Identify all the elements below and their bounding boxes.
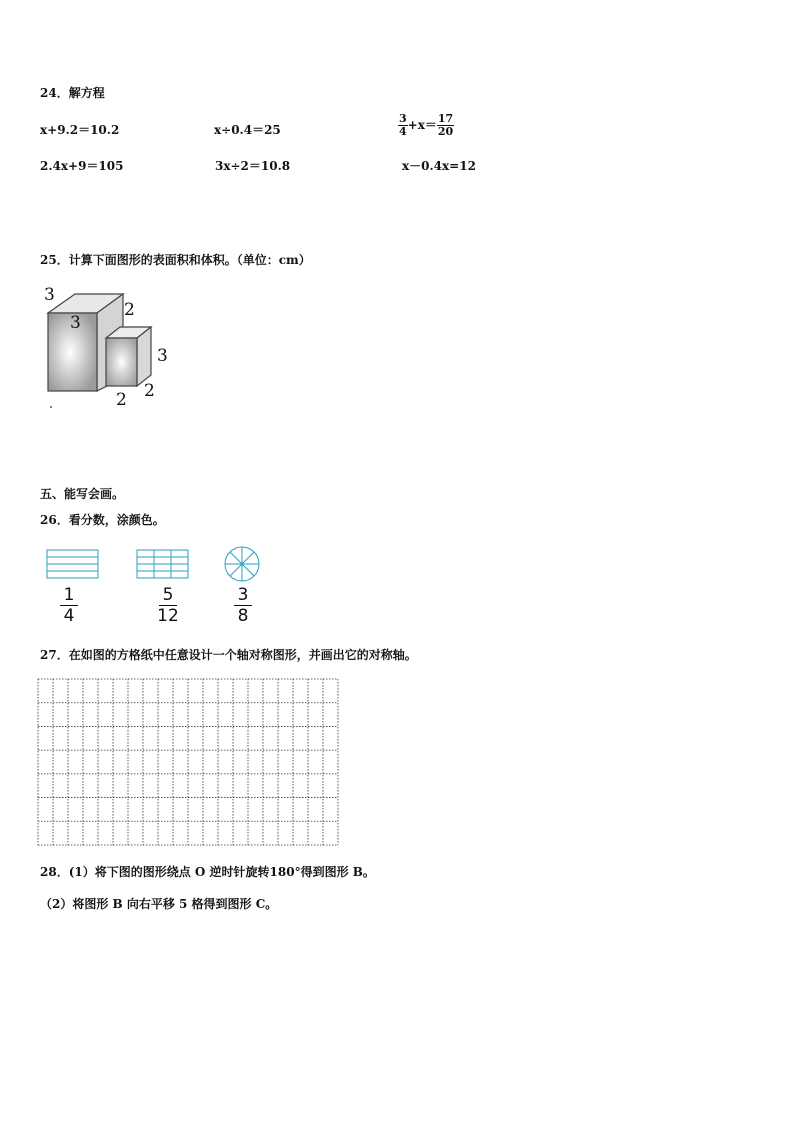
fraction-label-3 <box>231 585 255 626</box>
fraction-circle-eighths <box>223 545 261 587</box>
fraction-denominator: 12 <box>157 606 179 626</box>
fraction-3-4 <box>398 113 408 138</box>
fraction-denominator: 8 <box>237 606 249 626</box>
small-box-depth-label: 2 <box>144 381 155 401</box>
fraction-numerator: 3 <box>399 112 407 125</box>
q27-title: 27．在如图的方格纸中任意设计一个轴对称图形，并画出它的对称轴。 <box>40 648 417 662</box>
q24-title: 24．解方程 <box>40 86 105 100</box>
section-5-title: 五、能写会画。 <box>40 487 125 501</box>
equation-3-middle: +x＝ <box>407 118 437 132</box>
big-box-side-label: 2 <box>124 300 135 320</box>
fraction-label-2 <box>152 585 184 626</box>
small-box-height-label: 3 <box>157 346 168 366</box>
fraction-rect-quarters <box>46 549 100 585</box>
fraction-numerator: 17 <box>437 112 454 125</box>
small-box-width-label: 2 <box>116 390 127 410</box>
equation-6: x－0.4x=12 <box>402 159 476 173</box>
fraction-rect-twelfths <box>136 549 190 585</box>
equation-3 <box>398 113 454 138</box>
q28-part-1: 28．(1）将下图的图形绕点 O 逆时针旋转180°得到图形 B。 <box>40 865 375 879</box>
q26-title: 26．看分数，涂颜色。 <box>40 513 165 527</box>
grid-paper <box>37 678 340 852</box>
fraction-17-20 <box>437 113 454 138</box>
fraction-denominator: 20 <box>437 125 454 138</box>
equation-4: 2.4x+9＝105 <box>40 159 124 173</box>
fraction-denominator: 4 <box>399 125 407 138</box>
big-box-front-label: 3 <box>70 313 81 333</box>
fraction-numerator: 3 <box>234 585 253 606</box>
q28-part-2: （2）将图形 B 向右平移 5 格得到图形 C。 <box>40 897 278 911</box>
big-box-top-label: 3 <box>44 285 55 305</box>
fraction-numerator: 5 <box>159 585 178 606</box>
fraction-label-1 <box>57 585 81 626</box>
fraction-numerator: 1 <box>60 585 79 606</box>
q25-title: 25．计算下面图形的表面积和体积。（单位：cm） <box>40 253 311 267</box>
equation-2: x÷0.4＝25 <box>214 123 281 137</box>
fraction-denominator: 4 <box>63 606 75 626</box>
equation-1: x+9.2＝10.2 <box>40 123 120 137</box>
equation-5: 3x÷2＝10.8 <box>215 159 291 173</box>
